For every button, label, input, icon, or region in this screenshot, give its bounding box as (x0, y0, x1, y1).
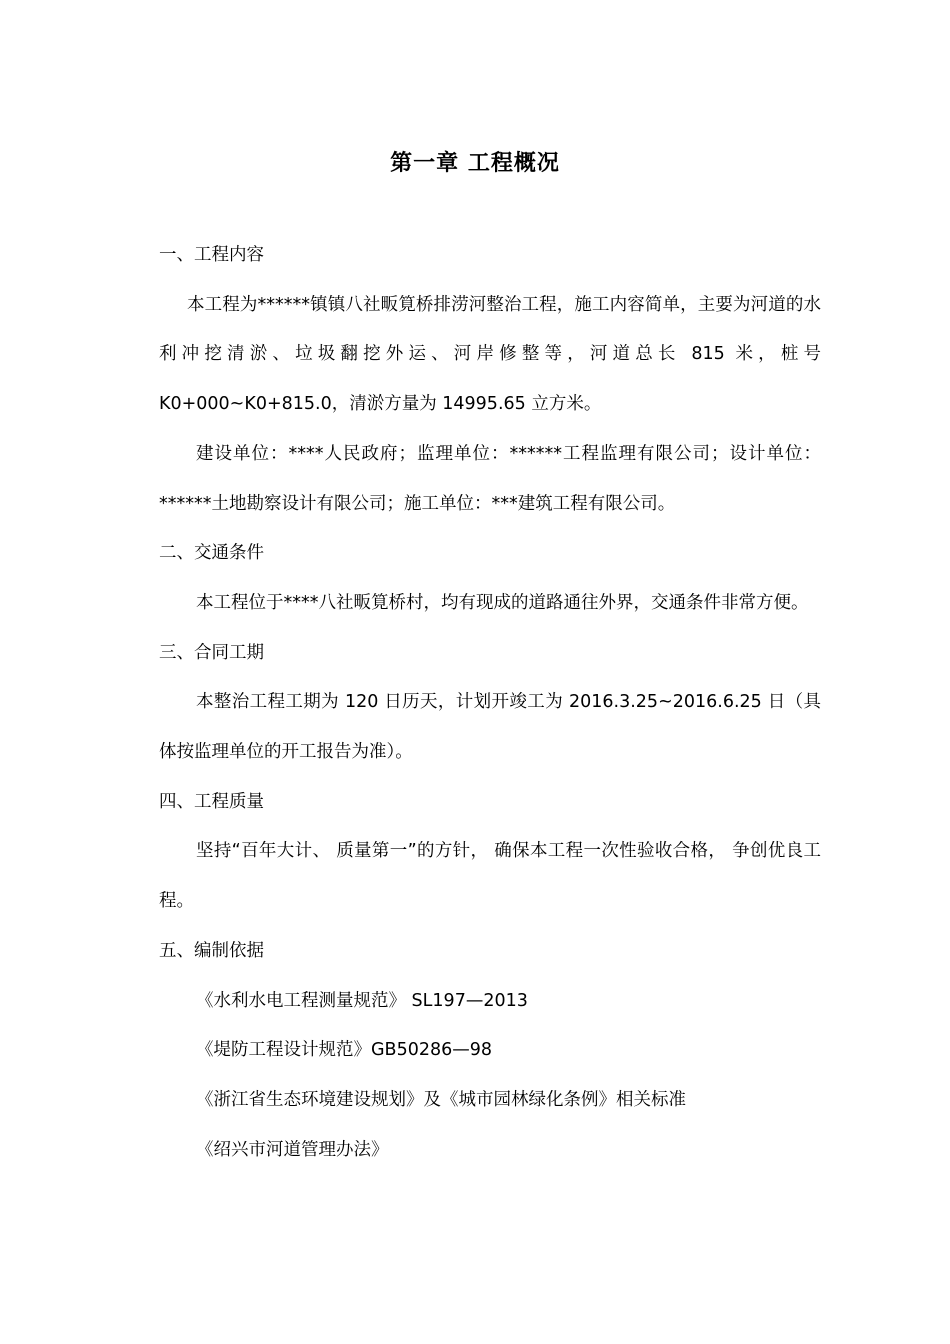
reference-item: 《水利水电工程测量规范》 SL197—2013 (196, 990, 528, 1011)
section-heading-traffic: 二、交通条件 (159, 543, 264, 564)
chapter-title: 第一章 工程概况 (390, 151, 560, 176)
section-heading-contract-period: 三、合同工期 (159, 642, 264, 663)
document-body (159, 231, 821, 1175)
paragraph-quality: 坚持“百年大计、 质量第一”的方针， 确保本工程一次性验收合格， 争创优良工程。 (159, 841, 821, 912)
paragraph-contract-period: 本整治工程工期为 120 日历天，计划开竣工为 2016.3.25~2016.6.25 日（具体按监理单位的开工报告为准）。 (159, 692, 821, 763)
paragraph-project-description: 本工程为******镇镇八社畈筧桥排涝河整治工程，施工内容简单，主要为河道的水利冲挖清淤、垃圾翻挖外运、河岸修整等，河道总长 815 米，桩号K0+000~K0+815.0，清淤方量为 14995.65 立方米。 (159, 294, 821, 415)
section-heading-basis: 五、编制依据 (159, 940, 264, 961)
reference-item: 《浙江省生态环境建设规划》及《城市园林绿化条例》相关标准 (196, 1089, 686, 1110)
section-heading-quality: 四、工程质量 (159, 791, 264, 812)
paragraph-traffic: 本工程位于****八社畈筧桥村，均有现成的道路通往外界，交通条件非常方便。 (196, 592, 809, 613)
section-heading-project-content: 一、工程内容 (159, 245, 264, 265)
reference-item: 《堤防工程设计规范》GB50286—98 (196, 1040, 493, 1061)
paragraph-project-units: 建设单位：****人民政府；监理单位：******工程监理有限公司；设计单位：******土地勘察设计有限公司；施工单位：***建筑工程有限公司。 (159, 443, 821, 514)
reference-item: 《绍兴市河道管理办法》 (196, 1139, 389, 1160)
